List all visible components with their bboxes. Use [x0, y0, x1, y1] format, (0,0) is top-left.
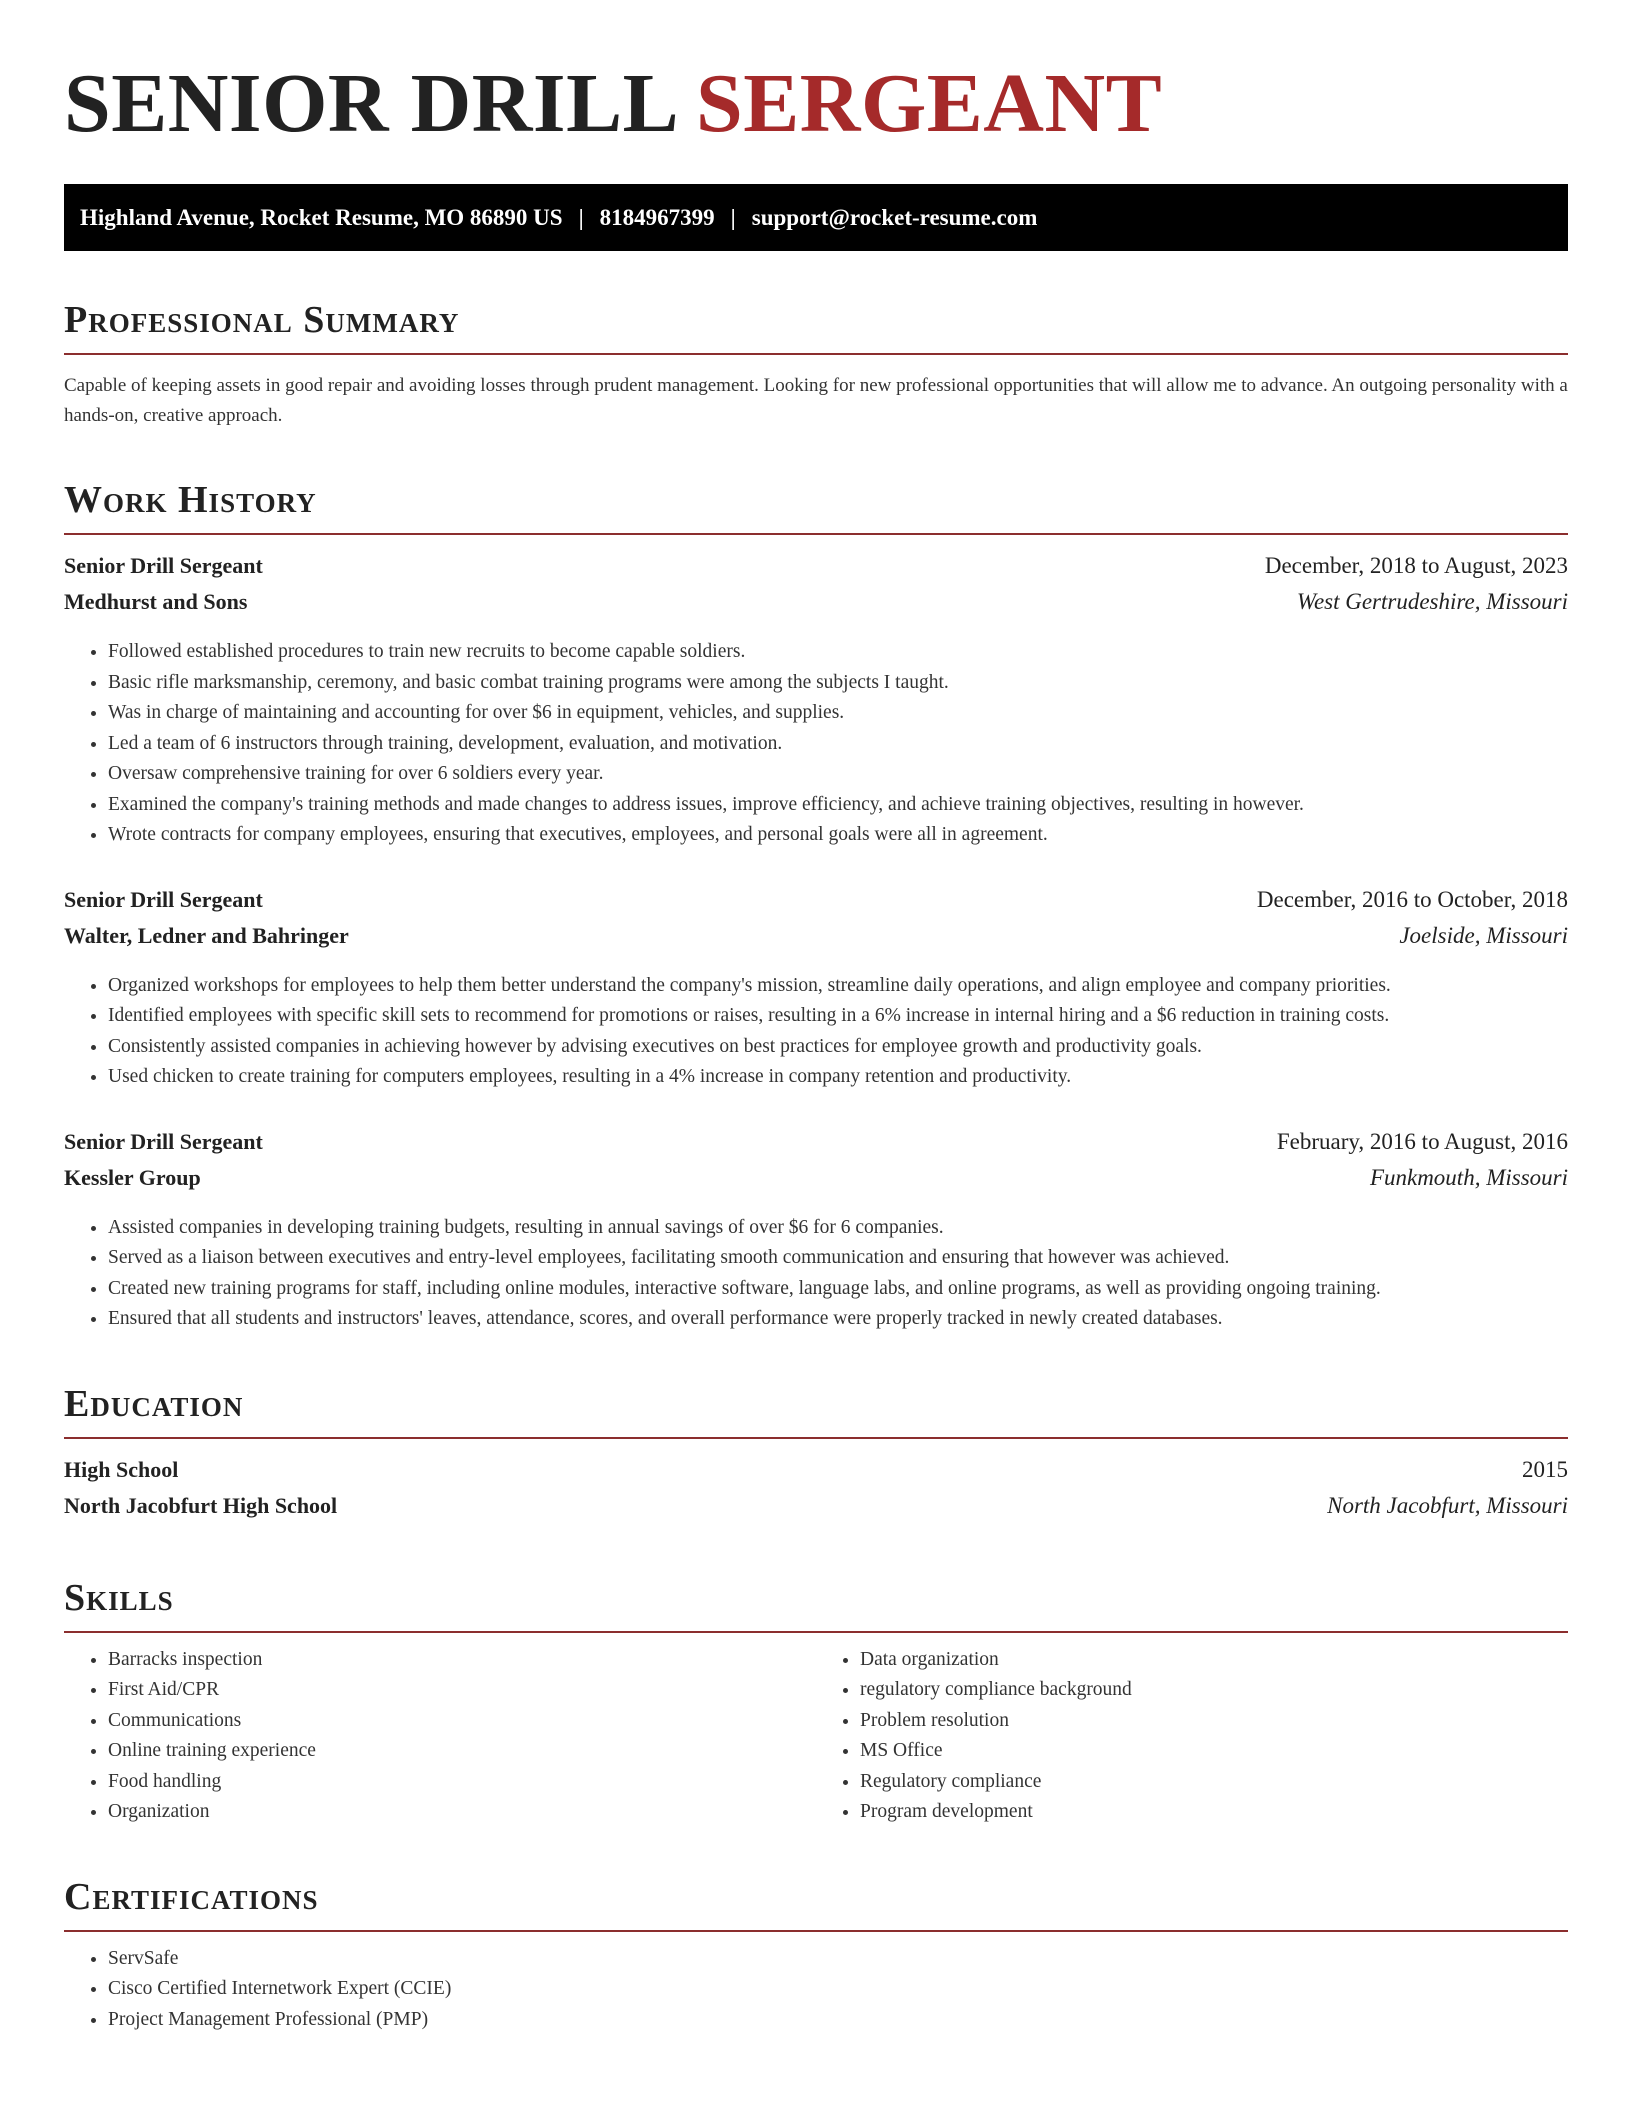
- education-location: North Jacobfurt, Missouri: [1327, 1492, 1568, 1518]
- education-school: North Jacobfurt High School: [64, 1492, 338, 1518]
- job-bullet: • Followed established procedures to train new recruits to become capable soldiers.: [108, 637, 1568, 668]
- contact-bar: [64, 184, 1568, 251]
- certification-item: • ServSafe: [108, 1944, 1568, 1975]
- certification-item: • Project Management Professional (PMP): [108, 2005, 1568, 2036]
- job-bullet: • Wrote contracts for company employees, ensuring that executives, employees, and personal goals were all in agreement.: [108, 820, 1568, 851]
- job-role: Senior Drill Sergeant: [64, 1128, 263, 1154]
- job-bullet: • Created new training programs for staff, including online modules, interactive software, language labs, and online programs, as well as providing ongoing training.: [108, 1274, 1568, 1305]
- job-entry: [64, 887, 1568, 1093]
- job-location: West Gertrudeshire, Missouri: [1296, 589, 1568, 614]
- skills-list-right: [816, 1645, 1568, 1828]
- job-role: Senior Drill Sergeant: [64, 553, 263, 578]
- job-company: Medhurst and Sons: [64, 589, 248, 614]
- job-dates: December, 2016 to October, 2018: [1256, 886, 1568, 912]
- job-role: Senior Drill Sergeant: [64, 886, 263, 912]
- skills-list-left: [64, 1645, 816, 1828]
- education-year: 2015: [1522, 1456, 1568, 1482]
- job-bullet: • Identified employees with specific skill sets to recommend for promotions or raises, resulting in a 6% increase in internal hiring and a $6 reduction in training costs.: [108, 1001, 1568, 1032]
- job-location: Joelside, Missouri: [1399, 922, 1568, 948]
- skill-item: • Communications: [108, 1706, 816, 1737]
- skills-grid: [64, 1645, 1568, 1828]
- skill-item: • Barracks inspection: [108, 1645, 816, 1676]
- name-first: SENIOR DRILL: [64, 57, 675, 150]
- contact-separator: |: [730, 204, 736, 230]
- skill-item: • Food handling: [108, 1767, 816, 1798]
- job-bullet: • Consistently assisted companies in achieving however by advising executives on best practices for employee growth and productivity goals.: [108, 1032, 1568, 1063]
- section-title-education: Education: [64, 1381, 1568, 1439]
- skill-item: • Online training experience: [108, 1736, 816, 1767]
- skill-item: • regulatory compliance background: [860, 1675, 1568, 1706]
- job-bullet: • Was in charge of maintaining and accounting for over $6 in equipment, vehicles, and supplies.: [108, 698, 1568, 729]
- education-entry: [64, 1457, 1568, 1529]
- job-dates: December, 2018 to August, 2023: [1264, 553, 1568, 578]
- name-accent: SERGEANT: [696, 57, 1163, 150]
- summary-text: Capable of keeping assets in good repair and avoiding losses through prudent management. Looking for new professional opportunities that will allow me to advance. An outgoing personality with a hands-on, creative approach.: [64, 375, 1568, 426]
- job-company: Walter, Ledner and Bahringer: [64, 922, 349, 948]
- job-bullet: • Oversaw comprehensive training for over 6 soldiers every year.: [108, 759, 1568, 790]
- contact-email: support@rocket-resume.com: [751, 204, 1038, 230]
- skill-item: • Problem resolution: [860, 1706, 1568, 1737]
- job-bullet: • Organized workshops for employees to help them better understand the company's mission, streamline daily operations, and align employee and company priorities.: [108, 971, 1568, 1002]
- section-title-summary: Professional Summary: [64, 297, 1568, 355]
- skill-item: • Program development: [860, 1797, 1568, 1828]
- skill-item: • Organization: [108, 1797, 816, 1828]
- job-bullet: • Served as a liaison between executives and entry-level employees, facilitating smooth communication and ensuring that however was achieved.: [108, 1243, 1568, 1274]
- job-bullet: • Used chicken to create training for computers employees, resulting in a 4% increase in company retention and productivity.: [108, 1062, 1568, 1093]
- job-bullet: • Examined the company's training methods and made changes to address issues, improve efficiency, and achieve training objectives, resulting in however.: [108, 790, 1568, 821]
- page-title: [64, 56, 1568, 152]
- job-bullet: • Basic rifle marksmanship, ceremony, and basic combat training programs were among the subjects I taught.: [108, 668, 1568, 699]
- skill-item: • Data organization: [860, 1645, 1568, 1676]
- job-location: Funkmouth, Missouri: [1369, 1164, 1568, 1190]
- contact-separator: |: [578, 204, 584, 230]
- job-entry: [64, 1129, 1568, 1335]
- job-company: Kessler Group: [64, 1164, 201, 1190]
- certifications-list: [64, 1944, 1568, 2036]
- section-title-work-history: Work History: [64, 477, 1568, 535]
- contact-phone: 8184967399: [599, 204, 715, 230]
- skill-item: • Regulatory compliance: [860, 1767, 1568, 1798]
- job-entry: [64, 553, 1568, 851]
- job-bullet: • Led a team of 6 instructors through training, development, evaluation, and motivation.: [108, 729, 1568, 760]
- job-bullets: [64, 971, 1568, 1093]
- skill-item: • First Aid/CPR: [108, 1675, 816, 1706]
- certification-item: • Cisco Certified Internetwork Expert (CCIE): [108, 1974, 1568, 2005]
- section-title-skills: Skills: [64, 1575, 1568, 1633]
- job-bullets: [64, 1213, 1568, 1335]
- job-dates: February, 2016 to August, 2016: [1276, 1128, 1568, 1154]
- section-title-certifications: Certifications: [64, 1874, 1568, 1932]
- job-bullet: • Assisted companies in developing training budgets, resulting in annual savings of over $6 for 6 companies.: [108, 1213, 1568, 1244]
- job-bullets: [64, 637, 1568, 851]
- education-degree: High School: [64, 1456, 179, 1482]
- job-bullet: • Ensured that all students and instructors' leaves, attendance, scores, and overall performance were properly tracked in newly created databases.: [108, 1304, 1568, 1335]
- skill-item: • MS Office: [860, 1736, 1568, 1767]
- contact-address: Highland Avenue, Rocket Resume, MO 86890 US: [80, 204, 563, 230]
